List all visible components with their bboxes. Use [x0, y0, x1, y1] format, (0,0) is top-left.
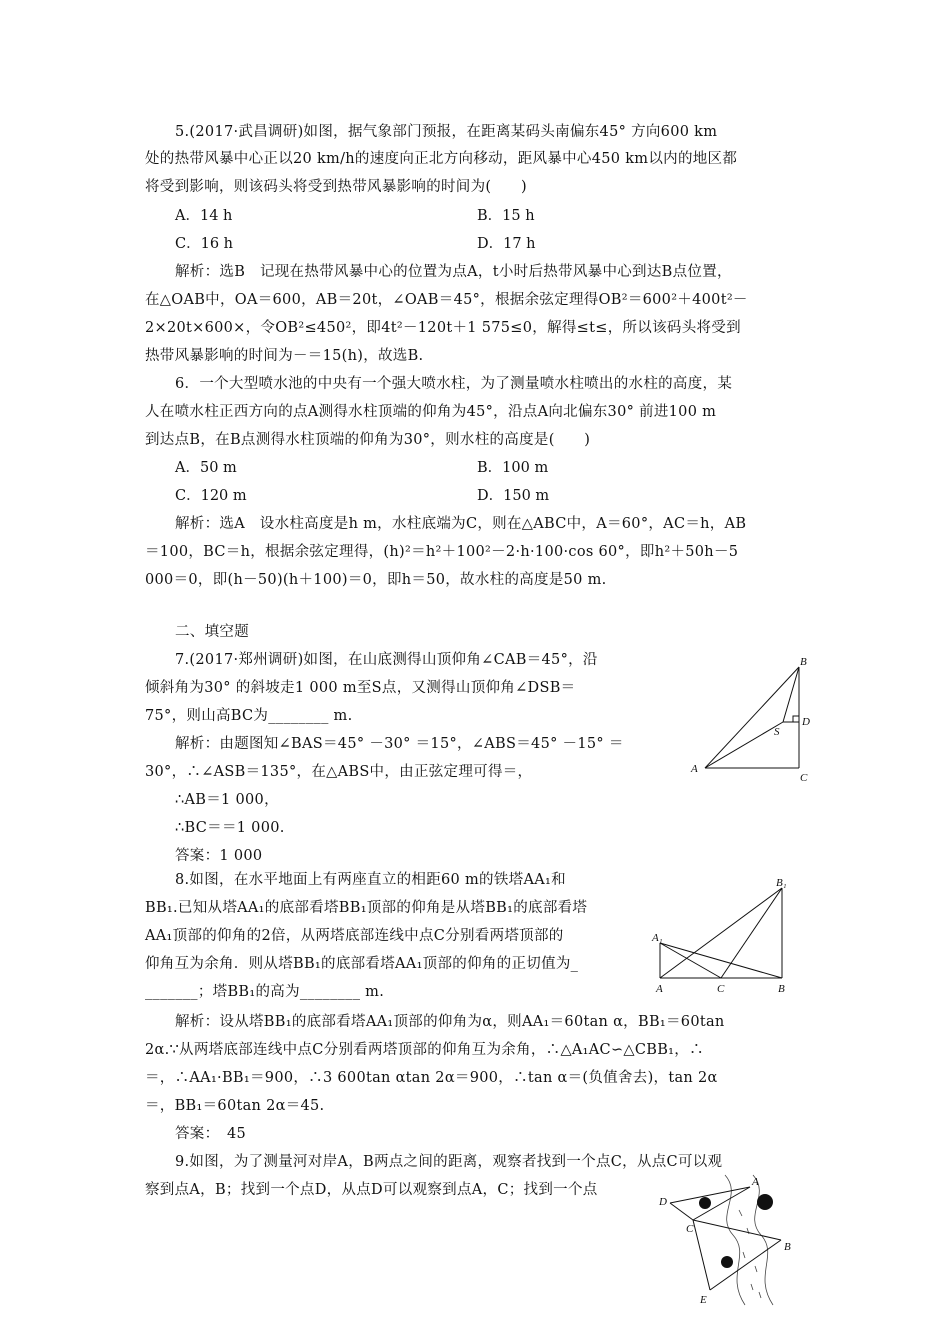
- q7-analysis-line-4: ∴BC＝＝1 000.: [175, 820, 285, 836]
- q9-tree-3: [721, 1256, 733, 1268]
- q8-label-b: B: [778, 983, 785, 995]
- q6-option-b: B．100 m: [477, 460, 549, 476]
- q7-analysis-line-1: 解析：由题图知∠BAS＝45° －30° ＝15°，∠ABS＝45° －15° ＝: [175, 736, 624, 752]
- q7-line-1: 7.(2017·郑州调研)如图，在山底测得山顶仰角∠CAB＝45°，沿: [175, 652, 598, 668]
- q8-line-a1b: [660, 943, 782, 978]
- q6-option-d: D．150 m: [477, 488, 550, 504]
- q8-label-b1: B₁: [776, 877, 787, 889]
- q7-right-angle-mark: [793, 716, 799, 722]
- q7-line-as: [705, 722, 783, 768]
- q7-label-b: B: [800, 656, 807, 668]
- q5-stem-line-1: 5.(2017·武昌调研)如图，据气象部门预报，在距离某码头南偏东45° 方向600 km: [175, 124, 718, 140]
- q5-option-c: C．16 h: [175, 236, 233, 252]
- q8-label-c: C: [717, 983, 725, 995]
- q5-analysis-line-3: 2×20t×600×，令OB²≤450²，即4t²－120t＋1 575≤0，解得≤t≤，所以该码头将受到: [145, 320, 741, 336]
- q9-line-eb: [710, 1240, 781, 1290]
- q9-line-1: 9.如图，为了测量河对岸A，B两点之间的距离，观察者找到一个点C，从点C可以观: [175, 1154, 723, 1170]
- q9-line-ce: [693, 1220, 710, 1290]
- q5-analysis-line-1: 解析：选B 记现在热带风暴中心的位置为点A，t小时后热带风暴中心到达B点位置，: [175, 264, 732, 280]
- q5-option-a: A．14 h: [175, 208, 233, 224]
- q7-answer: 答案：1 000: [175, 848, 263, 864]
- q9-line-dc: [670, 1203, 693, 1220]
- q9-label-a: A: [752, 1176, 759, 1188]
- q9-label-d: D: [659, 1196, 667, 1208]
- q6-stem-line-3: 到达点B，在B点测得水柱顶端的仰角为30°，则水柱的高度是( ): [145, 432, 591, 448]
- q8-line-5: _______；塔BB₁的高为________ m.: [145, 984, 385, 1000]
- q7-label-c: C: [800, 772, 808, 784]
- q9-tree-1: [699, 1197, 711, 1209]
- q7-label-s: S: [774, 726, 780, 738]
- q8-label-a1: A₁: [652, 932, 663, 944]
- q8-analysis-line-1: 解析：设从塔BB₁的底部看塔AA₁顶部的仰角为α，则AA₁＝60tan α，BB₁＝60tan: [175, 1014, 725, 1030]
- q8-figure: [648, 875, 808, 1000]
- q7-line-3: 75°，则山高BC为________ m.: [145, 708, 353, 724]
- q7-line-2: 倾斜角为30° 的斜坡走1 000 m至S点，又测得山顶仰角∠DSB＝: [145, 680, 576, 696]
- q9-line-2: 察到点A，B；找到一个点D，从点D可以观察到点A，C；找到一个点: [145, 1182, 598, 1198]
- q9-label-c: C: [686, 1223, 694, 1235]
- q8-answer: 答案： 45: [175, 1126, 247, 1142]
- q6-stem-line-1: 6．一个大型喷水池的中央有一个强大喷水柱，为了测量喷水柱喷出的水柱的高度，某: [175, 376, 733, 392]
- q8-line-2: BB₁.已知从塔AA₁的底部看塔BB₁顶部的仰角是从塔BB₁的底部看塔: [145, 900, 588, 916]
- q5-analysis-line-2: 在△OAB中，OA＝600，AB＝20t，∠OAB＝45°，根据余弦定理得OB²＝600²＋400t²－: [145, 292, 748, 308]
- q6-option-c: C．120 m: [175, 488, 247, 504]
- q5-option-d: D．17 h: [477, 236, 536, 252]
- q8-line-1: 8.如图，在水平地面上有两座直立的相距60 m的铁塔AA₁和: [175, 872, 566, 888]
- q8-line-ab1: [660, 888, 782, 978]
- q8-analysis-line-2: 2α.∵从两塔底部连线中点C分别看两塔顶部的仰角互为余角，∴△A₁AC∽△CBB₁，∴: [145, 1042, 704, 1058]
- section-heading: 二、填空题: [175, 624, 249, 640]
- q7-figure: [675, 655, 835, 785]
- q9-tree-2: [757, 1194, 773, 1210]
- q5-option-b: B．15 h: [477, 208, 535, 224]
- q8-line-cb1: [721, 888, 782, 978]
- q6-stem-line-2: 人在喷水柱正西方向的点A测得水柱顶端的仰角为45°，沿点A向北偏东30° 前进100 m: [145, 404, 717, 420]
- q5-analysis-line-4: 热带风暴影响的时间为－＝15(h)，故选B.: [145, 348, 424, 364]
- q8-line-4: 仰角互为余角．则从塔BB₁的底部看塔AA₁顶部的仰角的正切值为_: [145, 956, 579, 972]
- q9-label-b: B: [784, 1241, 791, 1253]
- q8-label-a: A: [656, 983, 663, 995]
- q8-line-3: AA₁顶部的仰角的2倍，从两塔底部连线中点C分别看两塔顶部的: [145, 928, 564, 944]
- q6-option-a: A．50 m: [175, 460, 237, 476]
- q9-line-cb: [693, 1220, 781, 1240]
- q8-analysis-line-4: ＝，BB₁＝60tan 2α＝45.: [145, 1098, 325, 1114]
- q8-analysis-line-3: ＝，∴AA₁·BB₁＝900，∴3 600tan αtan 2α＝900，∴tan α＝(负值舍去)，tan 2α: [145, 1070, 718, 1086]
- q5-stem-line-2: 处的热带风暴中心正以20 km/h的速度向正北方向移动，距风暴中心450 km以内的地区都: [145, 151, 738, 167]
- q5-stem-line-3: 将受到影响，则该码头将受到热带风暴影响的时间为( ): [145, 179, 527, 195]
- q7-label-a: A: [691, 763, 698, 775]
- q6-analysis-line-2: ＝100，BC＝h，根据余弦定理得，(h)²＝h²＋100²－2·h·100·cos 60°，即h²＋50h－5: [145, 544, 739, 560]
- q6-analysis-line-1: 解析：选A 设水柱高度是h m，水柱底端为C，则在△ABC中，A＝60°，AC＝h，AB: [175, 516, 747, 532]
- q7-line-ab: [705, 667, 799, 768]
- q7-analysis-line-2: 30°，∴∠ASB＝135°，在△ABS中，由正弦定理可得＝，: [145, 764, 533, 780]
- q6-analysis-line-3: 000＝0，即(h－50)(h＋100)＝0，即h＝50，故水柱的高度是50 m.: [145, 572, 607, 588]
- q7-analysis-line-3: ∴AB＝1 000，: [175, 792, 279, 808]
- q9-label-e: E: [700, 1294, 707, 1306]
- q7-label-d: D: [802, 716, 810, 728]
- q8-line-a1c: [660, 943, 721, 978]
- q9-figure: [655, 1170, 805, 1310]
